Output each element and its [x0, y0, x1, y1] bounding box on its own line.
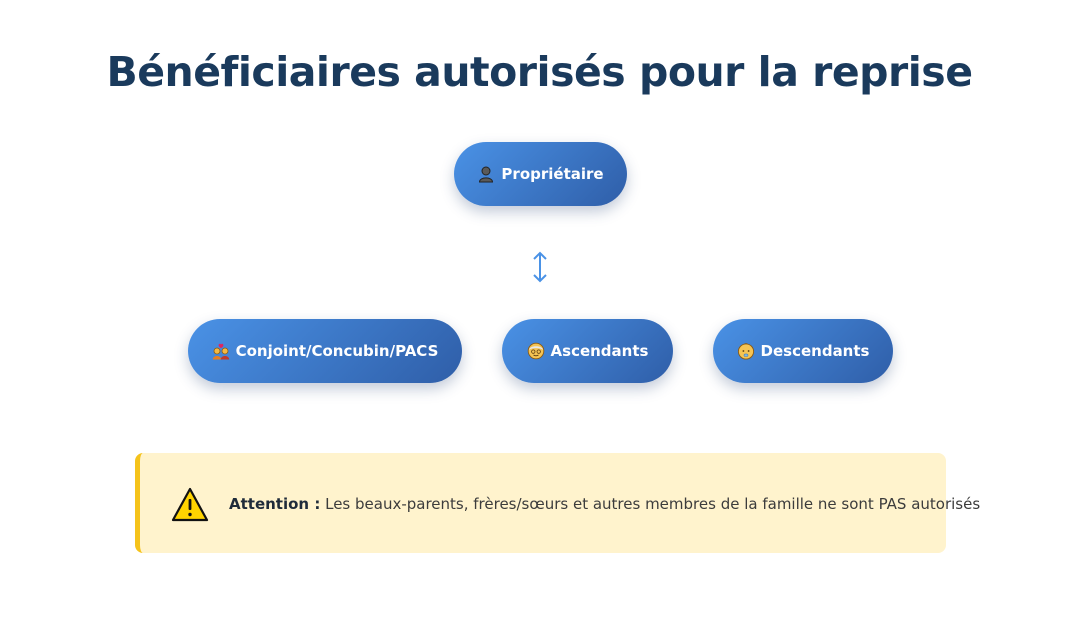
node-owner-label: Propriétaire [501, 165, 604, 183]
page-title: Bénéficiaires autorisés pour la reprise [106, 48, 973, 96]
couple-icon [212, 342, 230, 360]
up-down-arrow-icon [529, 250, 551, 284]
node-descendants [713, 319, 893, 383]
warning-box [135, 453, 981, 553]
older-person-icon [527, 342, 545, 360]
baby-icon [737, 342, 755, 360]
warning-label: Attention : [229, 495, 321, 513]
warning-text [229, 493, 980, 515]
node-ascendants [502, 319, 673, 383]
node-spouse [188, 319, 462, 383]
person-icon [477, 165, 495, 183]
node-owner [454, 142, 627, 206]
node-descendants-label: Descendants [760, 342, 870, 360]
warning-icon [171, 487, 209, 523]
warning-message: Les beaux-parents, frères/sœurs et autres membres de la famille ne sont PAS autorisés [325, 495, 981, 513]
node-ascendants-label: Ascendants [550, 342, 649, 360]
node-spouse-label: Conjoint/Concubin/PACS [235, 342, 439, 360]
